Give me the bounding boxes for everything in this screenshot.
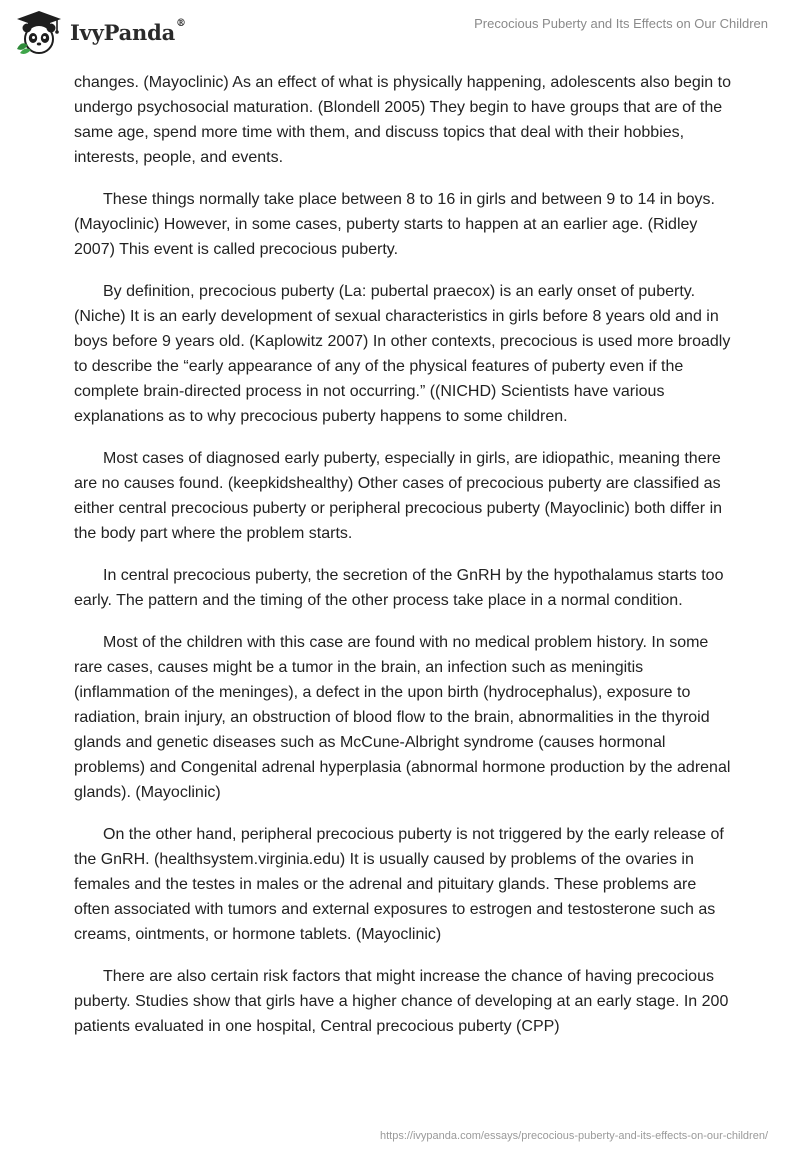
paragraph: Most cases of diagnosed early puberty, especially in girls, are idiopathic, meaning there are no causes found. (keepkidshealthy) Other cases of precocious puberty are classified as either central precocious puberty or peripheral precocious puberty (Mayoclinic) both differ in the body part where the problem starts. — [74, 450, 723, 542]
paragraph: By definition, precocious puberty (La: pubertal praecox) is an early onset of puberty. (Niche) It is an early development of sexual characteristics in girls before 8 years old and in boys before 9 years old. (Kaplowitz 2007) In other contexts, precocious is used more broadly to describe the “early appearance of any of the physical features of puberty even if the complete brain-directed process in not occurring.” ((NICHD) Scientists have various explanations as to why precocious puberty happens to some children. — [74, 283, 731, 425]
paragraph: Most of the children with this case are found with no medical problem history. In some rare cases, causes might be a tumor in the brain, an infection such as meningitis (inflammation of the meninges), a defect in the upon birth (hydrocephalus), exposure to radiation, brain injury, an obstruction of blood flow to the brain, abnormalities in the thyroid glands and genetic diseases such as McCune-Albright syndrome (causes hormonal problems) and Congenital adrenal hyperplasia (abnormal hormone production by the adrenal glands). (Mayoclinic) — [74, 634, 731, 801]
paragraph: There are also certain risk factors that might increase the chance of having precocious puberty. Studies show that girls have a higher chance of developing at an early stage. In 200 patients evaluated in one hospital, Central precocious puberty (CPP) — [74, 968, 729, 1035]
paragraph: On the other hand, peripheral precocious puberty is not triggered by the early release of the GnRH. (healthsystem.virginia.edu) It is usually caused by problems of the ovaries in females and the testes in males or the adrenal and pituitary glands. These problems are often associated with tumors and external exposures to estrogen and testosterone such as creams, ointments, or hormone tablets. (Mayoclinic) — [74, 826, 724, 943]
panda-graduate-logo-icon — [14, 9, 64, 55]
registered-mark: ® — [176, 17, 186, 29]
paragraph: In central precocious puberty, the secretion of the GnRH by the hypothalamus starts too early. The pattern and the timing of the other process take place in a normal condition. — [74, 567, 724, 609]
document-title: Precocious Puberty and Its Effects on Our Children — [474, 16, 768, 31]
paragraph: These things normally take place between 8 to 16 in girls and between 9 to 14 in boys. (Mayoclinic) However, in some cases, puberty starts to happen at an earlier age. (Ridley 2007) This event is called precocious puberty. — [74, 191, 715, 258]
page-header — [0, 0, 800, 62]
paragraph: changes. (Mayoclinic) As an effect of what is physically happening, adolescents also begin to undergo psychosocial maturation. (Blondell 2005) They begin to have groups that are of the same age, spend more time with them, and discuss topics that deal with their hobbies, interests, people, and events. — [74, 74, 731, 166]
brand-name: IvyPanda® — [70, 17, 186, 45]
essay-body — [74, 70, 734, 1056]
source-url[interactable]: https://ivypanda.com/essays/precocious-puberty-and-its-effects-on-our-children/ — [379, 1130, 768, 1142]
ivypanda-logo[interactable] — [14, 8, 186, 56]
